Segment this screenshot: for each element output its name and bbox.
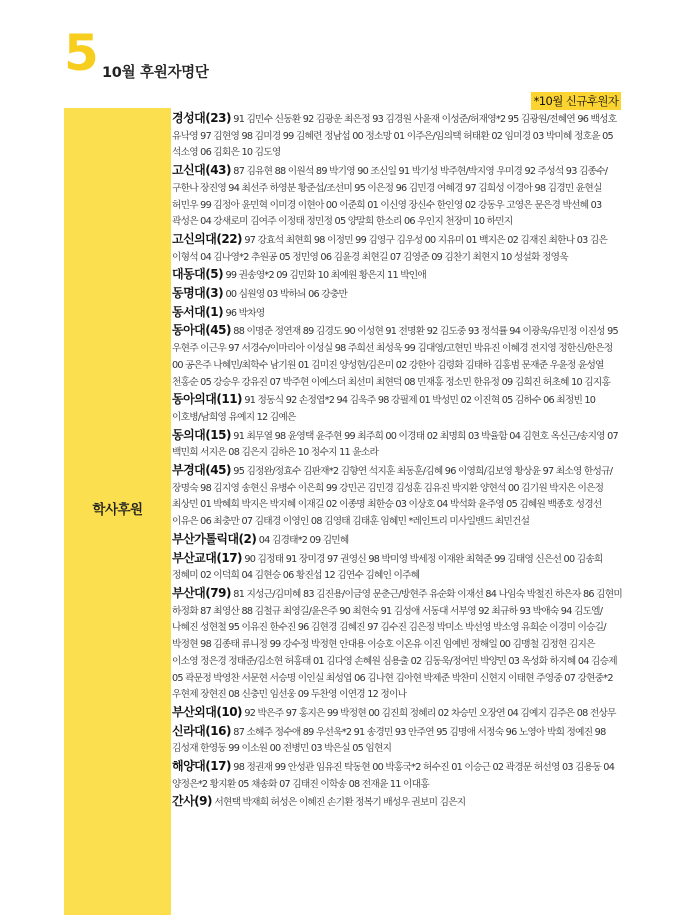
entry-kyungsung xyxy=(172,110,622,162)
entry-silla xyxy=(172,723,622,758)
uni-name: 간사(9) xyxy=(172,794,213,809)
uni-name: 동아대(45) xyxy=(172,323,231,338)
sponsor-names: 97 강효석 최현희 98 이정민 99 김영구 김우성 00 지유미 01 백지은 02 김재진 최한나 03 김은 이형석 04 김나영*2 추원공 05 정민영 06 김윤경 최현길 07 김영준 09 김찬기 최현지 10 성설화 정영욱 xyxy=(172,234,608,263)
sponsor-names: 91 김민수 신동환 92 김광운 최은정 93 김경원 사윤재 이성준/허재영*2 95 김광원/전혜연 96 백성호 유낙영 97 김현영 98 김미경 99 김혜련 정남섭 00 정소망 01 이주은/임의택 허태환 02 임미경 03 박미혜 정호윤 05 석소영 06 김회은 10 김도영 xyxy=(172,114,617,159)
sponsor-names: 87 소해주 정수애 89 우선욱*2 91 송경민 93 안주연 95 김명애 서정숙 96 노영아 박희 정예진 98 김성재 한영동 99 이소원 00 전병민 03 박은실 05 임현지 xyxy=(172,726,606,755)
uni-name: 동명대(3) xyxy=(172,286,224,301)
uni-name: 동의대(15) xyxy=(172,427,231,442)
uni-name: 부산대(79) xyxy=(172,585,231,600)
sponsor-names: 95 김정완/정효수 김판재*2 김향연 석지훈 최동훈/김혜 96 이영희/김보영 황상윤 97 최소영 한성규/장명숙 98 김지영 송현신 유병수 이은희 99 강민곤 김민경 김성훈 김유진 박지환 양현석 00 김기원 박지은 이은정 최상민 01 박혜희 박지은 박지혜 이재길 02 이종명 최한승 03 이상호 04 박석화 윤주영 05 김혜원 백종호 성경선 이유은 06 최충만 07 김태경 이영인 08 김영태 김태훈 임혜민 *레인트리 미사일밴드 최민건설 xyxy=(172,466,613,528)
entry-dongseo xyxy=(172,304,622,323)
uni-name: 부산가톨릭대(2) xyxy=(172,531,257,546)
uni-name: 동아의대(11) xyxy=(172,392,243,407)
entry-daedong xyxy=(172,266,622,285)
uni-name: 고신대(43) xyxy=(172,163,231,178)
sponsor-list xyxy=(172,108,622,812)
entry-staff xyxy=(172,793,622,812)
sponsor-names: 92 박은주 97 홍지은 99 박정현 00 김진희 정혜리 02 차승민 오장연 04 김예지 김주은 08 전상무 xyxy=(244,707,616,719)
entry-donga xyxy=(172,322,622,391)
section-number: 5 xyxy=(64,24,99,82)
entry-busan-edu xyxy=(172,550,622,585)
entry-dongmyung xyxy=(172,285,622,304)
sponsor-names: 88 이명준 정연재 89 김경도 90 이성현 91 전명환 92 김도중 93 정석률 94 이광욱/유민정 이진성 95 우현주 이근우 97 서경수/이마리아 이성실 98 주희선 최성욱 99 김대영/고현민 박유진 이혜경 전지영 정한신/한은정 00 공은주 나혜민/최학수 남기원 01 김미진 양성현/김은미 02 강한아 김령화 김태하 김홍범 문재준 우윤정 윤성열 천홍순 05 강승우 강유진 07 박주현 이예스더 최선미 최현덕 08 민재홍 정소민 한유정 09 김희진 허초혜 10 김지홍 xyxy=(172,326,618,388)
sponsor-names: 00 심원영 03 박하늬 06 강충만 xyxy=(225,289,348,301)
uni-name: 해양대(17) xyxy=(172,759,231,774)
sponsor-names: 서현택 박재희 허성은 이혜진 손기환 정복기 배성우 권보미 김은지 xyxy=(214,797,466,809)
uni-name: 부산교대(17) xyxy=(172,550,243,565)
sponsor-names: 98 정권재 99 안성관 임유진 탁동현 00 박홍국*2 허수진 01 이승근 02 곽경문 허선영 03 김용동 04 양정은*2 황지환 05 채송화 07 김태진 이학송 08 전재윤 11 이대홍 xyxy=(172,762,615,790)
sponsor-names: 96 박차영 xyxy=(225,307,265,319)
uni-name: 신라대(16) xyxy=(172,723,231,738)
uni-name: 부산외대(10) xyxy=(172,704,243,719)
uni-name: 고신의대(22) xyxy=(172,231,243,246)
sponsor-names: 04 김경태*2 09 김민혜 xyxy=(258,534,349,546)
sponsor-names: 91 정동식 92 손정엽*2 94 김욱주 98 강필제 01 박성민 02 이진혁 05 김하수 06 최정빈 10 이호병/남희영 유예지 12 김예은 xyxy=(172,395,596,423)
page-title: 10월 후원자명단 xyxy=(102,65,209,81)
entry-kosin xyxy=(172,162,622,231)
sponsor-names: 81 지성근/김미혜 83 김진용/이금영 문춘근/방현주 유순화 이재선 84 나임숙 박철진 하은자 86 김현미 하정화 87 최영산 88 김철규 최영길/윤은주 90 최현숙 91 김성애 서동대 서부영 92 최규하 93 박애숙 94 김도엘/나혜진 성현철 95 이유진 한수진 96 김현경 김혜진 97 김수진 김은정 박미소 박선영 박소영 유희순 이경미 이승길/박정현 98 김종태 류니정 99 강수정 박정현 안대용 이승호 이온유 이진 임예빈 정해일 00 김맹철 김정현 김지은 이소영 정은경 정태준/김소현 허홍태 01 김다영 손혜원 심용출 02 김동욱/정여민 박양민 03 옥성화 하지혜 04 김승제 05 곽문정 박영찬 서문현 서승명 이인실 최성엽 06 김나현 김아현 박제준 박찬미 신현지 이태현 주영중 07 강현중*2 우현제 장현진 08 신충민 임선웅 09 두찬영 이연경 12 정이나 xyxy=(172,588,622,701)
entry-pusan xyxy=(172,585,622,704)
uni-name: 대동대(5) xyxy=(172,267,224,282)
uni-name: 동서대(1) xyxy=(172,304,224,319)
new-sponsor-badge: *10월 신규후원자 xyxy=(531,92,621,110)
category-cell xyxy=(64,108,171,915)
entry-dongeui xyxy=(172,427,622,462)
sponsor-names: 99 권송영*2 09 김민화 10 최예원 황은지 11 박인애 xyxy=(225,270,427,282)
entry-busan-foreign xyxy=(172,704,622,723)
entry-kosin-med xyxy=(172,231,622,266)
uni-name: 부경대(45) xyxy=(172,463,231,478)
sponsor-names: 90 김정태 91 장미경 97 권영신 98 박미영 박세정 이재완 최혁준 99 김태영 신은선 00 김송희 정혜미 02 이덕희 04 김현승 06 황진섭 12 김연수 김혜인 이주혜 xyxy=(172,553,603,582)
entry-busan-catholic xyxy=(172,531,622,550)
entry-donga-med xyxy=(172,391,622,426)
sponsor-names: 87 김유현 88 이원석 89 박기영 90 조신일 91 박기성 박주현/박지영 우미경 92 주성석 93 김종수/구한나 장진영 94 최선주 하영분 황준섭/조선미 95 이은정 96 김민경 여혜경 97 김희성 이경아 98 김경민 윤현실 허민우 99 김정아 윤민혁 이미경 이현아 00 이준희 01 이신영 장신수 한인영 02 강동우 고영은 문은경 박선혜 03 곽성은 04 강새로미 김여주 이정태 정민정 05 양말희 한소리 06 우인지 천장미 10 하민지 xyxy=(172,166,608,228)
category-label: 학사후원 xyxy=(92,502,143,518)
entry-maritime xyxy=(172,758,622,793)
entry-pukyong xyxy=(172,462,622,531)
sponsor-names: 91 최무열 98 윤영택 윤주현 99 최주희 00 이경태 02 최명희 03 박율함 04 김현호 옥신근/송지영 07 백민희 서지은 08 김은지 김하은 10 정수지 11 윤소라 xyxy=(172,430,618,459)
uni-name: 경성대(23) xyxy=(172,111,231,125)
